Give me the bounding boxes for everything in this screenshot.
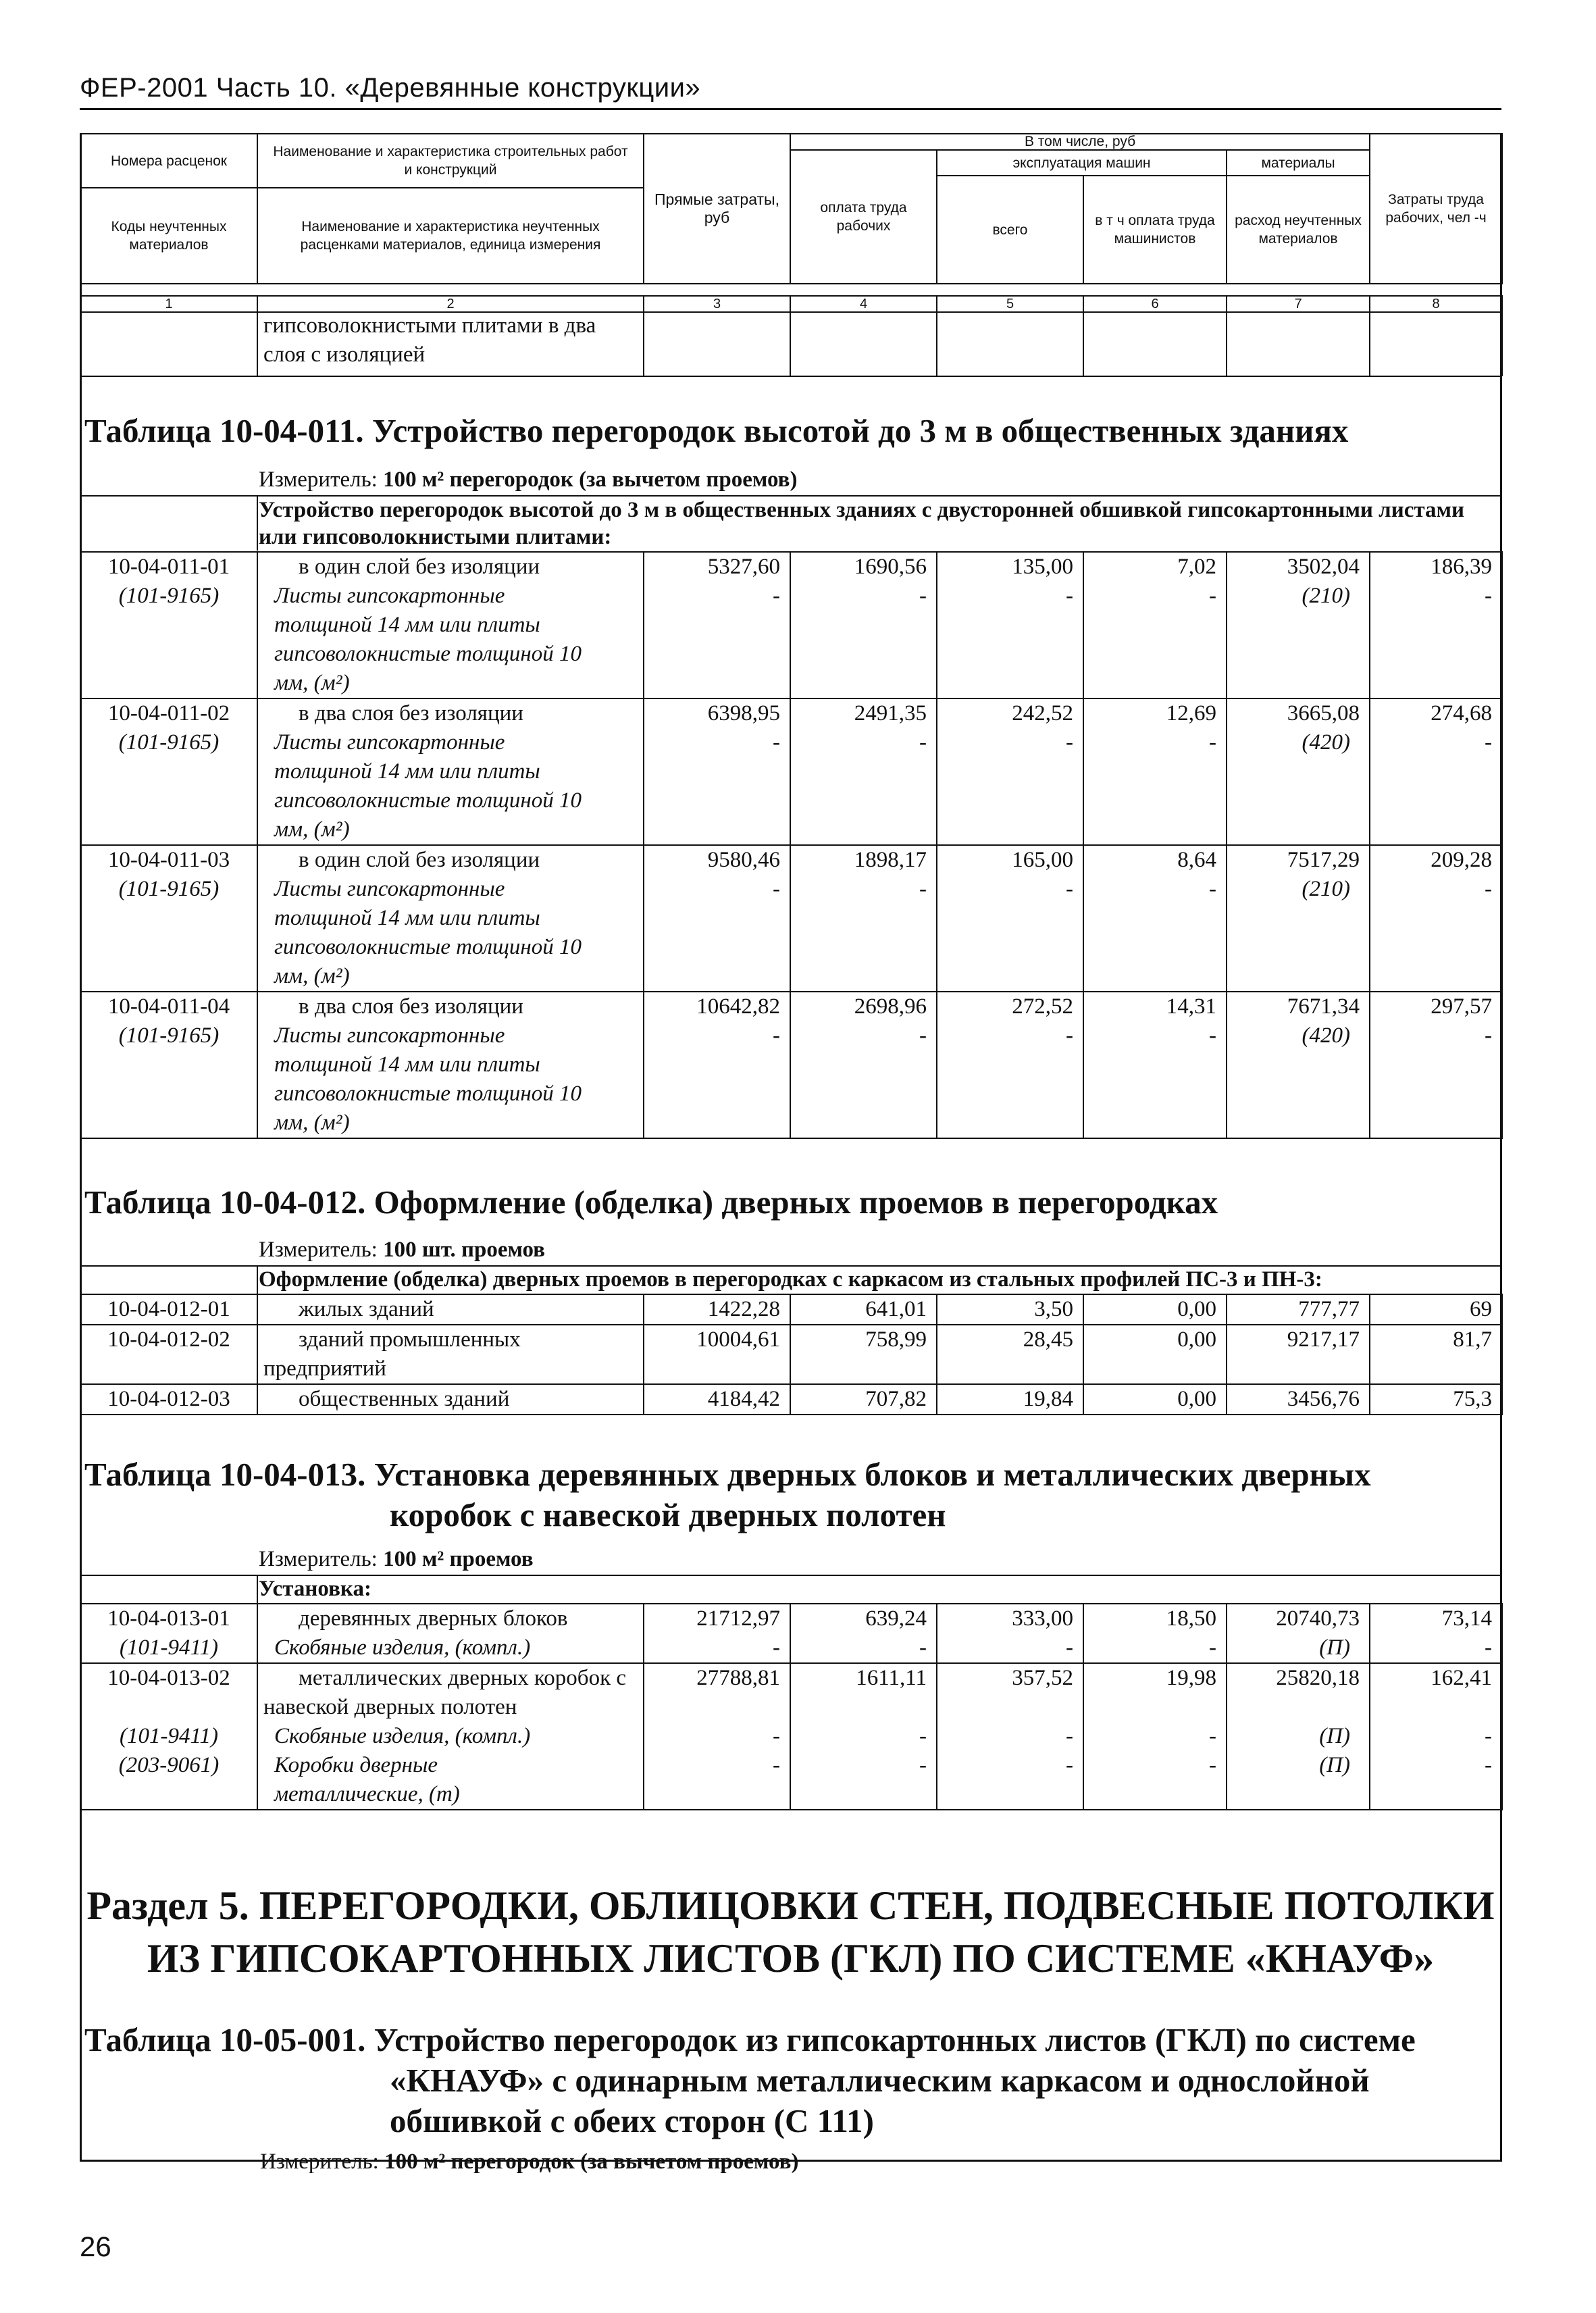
- divider: [80, 376, 1501, 377]
- direct-costs: 27788,81: [644, 1663, 790, 1722]
- material-name: Скобяные изделия, (компл.): [257, 1722, 644, 1751]
- table-051-measure: Измеритель: 100 м² перегородок (за вычетом проемов): [260, 2150, 799, 2174]
- labor-hours: 274,68: [1370, 698, 1502, 728]
- dash: -: [790, 1722, 937, 1751]
- rate-code: 10-04-012-01: [80, 1294, 257, 1325]
- header-work-name: Наименование и характеристика строительных работ и конструкций: [258, 134, 643, 188]
- continuation-text: гипсоволокнистыми плитами в два слоя с изоляцией: [257, 311, 644, 376]
- labor-hours: 186,39: [1370, 552, 1502, 582]
- materials: 20740,73: [1227, 1604, 1370, 1633]
- table-row: [80, 1604, 1502, 1633]
- labor-hours: 75,3: [1370, 1384, 1502, 1415]
- material-code: (101-9165): [80, 582, 257, 698]
- material-quantity: (210): [1227, 582, 1370, 698]
- rate-code: 10-04-013-02: [80, 1663, 257, 1722]
- direct-costs: 4184,42: [644, 1384, 790, 1415]
- material-name: Листы гипсокартонные толщиной 14 мм или плиты гипсоволокнистые толщиной 10 мм, (м²): [257, 728, 644, 845]
- direct-costs: 21712,97: [644, 1604, 790, 1633]
- material-code: (101-9411): [80, 1722, 257, 1751]
- column-number: 3: [644, 296, 790, 312]
- dash: -: [1370, 1722, 1502, 1751]
- dash: -: [1083, 1722, 1227, 1751]
- dash: -: [1370, 875, 1502, 992]
- table-row: [80, 1722, 1502, 1751]
- table-row: [80, 845, 1502, 875]
- machinist-pay: 18,50: [1083, 1604, 1227, 1633]
- materials: 3502,04: [1227, 552, 1370, 582]
- header-direct-costs: Прямые затраты, руб: [644, 134, 790, 284]
- header-materials: материалы: [1227, 150, 1370, 176]
- column-number: 2: [257, 296, 644, 312]
- header-labor-pay: оплата труда рабочих: [790, 150, 937, 284]
- column-numbers: [80, 295, 1503, 313]
- column-header: [80, 133, 1503, 284]
- header-rule: [80, 108, 1501, 110]
- dash: -: [937, 1722, 1083, 1751]
- dash: -: [1083, 728, 1227, 845]
- dash: -: [1370, 728, 1502, 845]
- direct-costs: 1422,28: [644, 1294, 790, 1325]
- rate-code: 10-04-011-03: [80, 845, 257, 875]
- dash: -: [644, 1633, 790, 1663]
- table-011-body: [80, 551, 1503, 1139]
- section-5-title: Раздел 5. ПЕРЕГОРОДКИ, ОБЛИЦОВКИ СТЕН, ПОДВЕСНЫЕ ПОТОЛКИ ИЗ ГИПСОКАРТОННЫХ ЛИСТОВ (ГКЛ) ПО СИСТЕМЕ «КНАУФ»: [86, 1883, 1495, 1981]
- table-row: [80, 1751, 1502, 1810]
- work-name: в два слоя без изоляции: [257, 698, 644, 728]
- direct-costs: 5327,60: [644, 552, 790, 582]
- dash: -: [1083, 1021, 1227, 1138]
- header-material-name: Наименование и характеристика неучтенных расценками материалов, единица измерения: [300, 219, 601, 253]
- dash: -: [790, 1751, 937, 1810]
- material-code: (101-9411): [80, 1633, 257, 1663]
- material-quantity: (210): [1227, 875, 1370, 992]
- labor-pay: 1611,11: [790, 1663, 937, 1722]
- dash: -: [644, 875, 790, 992]
- table-011-title: Таблица 10-04-011. Устройство перегородок высотой до 3 м в общественных зданиях: [84, 412, 1349, 449]
- direct-costs: 10004,61: [644, 1325, 790, 1384]
- machines-total: 19,84: [937, 1384, 1083, 1415]
- table-row: [80, 1021, 1502, 1138]
- table-011-measure: Измеритель: 100 м² перегородок (за вычетом проемов): [259, 467, 798, 492]
- material-name: Коробки дверные металлические, (т): [257, 1751, 644, 1810]
- labor-hours: 209,28: [1370, 845, 1502, 875]
- labor-pay: 639,24: [790, 1604, 937, 1633]
- table-row: [80, 1325, 1502, 1384]
- material-quantity: (420): [1227, 728, 1370, 845]
- header-machines: эксплуатация машин: [937, 150, 1227, 176]
- machinist-pay: 19,98: [1083, 1663, 1227, 1722]
- table-row: [80, 698, 1502, 728]
- material-name: Листы гипсокартонные толщиной 14 мм или плиты гипсоволокнистые толщиной 10 мм, (м²): [257, 875, 644, 992]
- rate-code: 10-04-012-03: [80, 1384, 257, 1415]
- work-name: жилых зданий: [257, 1294, 644, 1325]
- material-code: (101-9165): [80, 875, 257, 992]
- material-name: Листы гипсокартонные толщиной 14 мм или плиты гипсоволокнистые толщиной 10 мм, (м²): [257, 582, 644, 698]
- table-011-group: Устройство перегородок высотой до 3 м в общественных зданиях с двусторонней обшивкой гипсокартонными листами или гипсоволокнистыми плитами:: [259, 498, 1464, 549]
- divider: [257, 1575, 258, 1603]
- dash: -: [937, 875, 1083, 992]
- dash: -: [790, 728, 937, 845]
- material-quantity: (420): [1227, 1021, 1370, 1138]
- materials: 3456,76: [1227, 1384, 1370, 1415]
- direct-costs: 6398,95: [644, 698, 790, 728]
- dash: -: [790, 875, 937, 992]
- machines-total: 333,00: [937, 1604, 1083, 1633]
- work-name: в два слоя без изоляции: [257, 992, 644, 1021]
- table-013-title: Таблица 10-04-013. Установка деревянных дверных блоков и металлических дверных коробок с навеской дверных полотен: [84, 1456, 1371, 1533]
- materials: 25820,18: [1227, 1663, 1370, 1722]
- labor-hours: 73,14: [1370, 1604, 1502, 1633]
- direct-costs: 10642,82: [644, 992, 790, 1021]
- material-code: (101-9165): [80, 728, 257, 845]
- work-name: общественных зданий: [257, 1384, 644, 1415]
- dash: -: [644, 1751, 790, 1810]
- labor-pay: 1898,17: [790, 845, 937, 875]
- machines-total: 242,52: [937, 698, 1083, 728]
- table-row: [80, 1663, 1502, 1722]
- rate-code: 10-04-011-02: [80, 698, 257, 728]
- header-labor-cost: Затраты труда рабочих, чел -ч: [1370, 134, 1502, 284]
- machinist-pay: 0,00: [1083, 1384, 1227, 1415]
- dash: -: [1083, 1633, 1227, 1663]
- header-rate-numbers: Номера расценок: [81, 134, 257, 188]
- direct-costs: 9580,46: [644, 845, 790, 875]
- rate-code: 10-04-013-01: [80, 1604, 257, 1633]
- table-row: [80, 1384, 1502, 1415]
- table-row: [80, 728, 1502, 845]
- column-number: 8: [1370, 296, 1502, 312]
- header-material-codes: Коды неучтенных материалов: [111, 219, 227, 253]
- header-total: всего: [937, 176, 1083, 284]
- labor-hours: 81,7: [1370, 1325, 1502, 1384]
- dash: -: [1370, 1751, 1502, 1810]
- header-machinist-pay: в т ч оплата труда машинистов: [1083, 176, 1227, 284]
- rate-code: 10-04-011-01: [80, 552, 257, 582]
- machines-total: 165,00: [937, 845, 1083, 875]
- dash: -: [790, 1021, 937, 1138]
- material-quantity: (П): [1227, 1633, 1370, 1663]
- column-number: 4: [790, 296, 937, 312]
- work-name: деревянных дверных блоков: [257, 1604, 644, 1633]
- table-012-group: Оформление (обделка) дверных проемов в перегородках с каркасом из стальных профилей ПС-3 и ПН-3:: [259, 1267, 1322, 1292]
- material-quantity: (П): [1227, 1722, 1370, 1751]
- machines-total: 28,45: [937, 1325, 1083, 1384]
- table-013-body: [80, 1603, 1503, 1810]
- dash: -: [644, 1722, 790, 1751]
- table-row: [80, 875, 1502, 992]
- machinist-pay: 0,00: [1083, 1294, 1227, 1325]
- material-name: Листы гипсокартонные толщиной 14 мм или плиты гипсоволокнистые толщиной 10 мм, (м²): [257, 1021, 644, 1138]
- continuation-row: [80, 311, 1503, 376]
- dash: -: [790, 1633, 937, 1663]
- table-row: [80, 992, 1502, 1021]
- labor-pay: 707,82: [790, 1384, 937, 1415]
- dash: -: [1083, 875, 1227, 992]
- labor-pay: 641,01: [790, 1294, 937, 1325]
- table-012-title: Таблица 10-04-012. Оформление (обделка) дверных проемов в перегородках: [84, 1184, 1218, 1221]
- page-number: 26: [80, 2231, 111, 2262]
- machines-total: 135,00: [937, 552, 1083, 582]
- rate-code: 10-04-011-04: [80, 992, 257, 1021]
- work-name: в один слой без изоляции: [257, 552, 644, 582]
- dash: -: [1083, 1751, 1227, 1810]
- table-012-measure: Измеритель: 100 шт. проемов: [259, 1238, 546, 1262]
- page-title: ФЕР-2001 Часть 10. «Деревянные конструкции»: [80, 73, 701, 103]
- header-unaccounted-materials: расход неучтенных материалов: [1227, 176, 1370, 284]
- table-013-measure: Измеритель: 100 м² проемов: [259, 1547, 534, 1571]
- machinist-pay: 7,02: [1083, 552, 1227, 582]
- machines-total: 357,52: [937, 1663, 1083, 1722]
- labor-hours: 297,57: [1370, 992, 1502, 1021]
- dash: -: [790, 582, 937, 698]
- header-including: В том числе, руб: [790, 134, 1370, 150]
- dash: -: [937, 582, 1083, 698]
- rate-code: 10-04-012-02: [80, 1325, 257, 1384]
- machinist-pay: 0,00: [1083, 1325, 1227, 1384]
- materials: 9217,17: [1227, 1325, 1370, 1384]
- material-quantity: (П): [1227, 1751, 1370, 1810]
- table-013-group: Установка:: [259, 1577, 371, 1601]
- work-name: металлических дверных коробок с навеской дверных полотен: [257, 1663, 644, 1722]
- table-012-body: [80, 1294, 1503, 1415]
- machines-total: 3,50: [937, 1294, 1083, 1325]
- table-row: [80, 582, 1502, 698]
- labor-pay: 2491,35: [790, 698, 937, 728]
- labor-pay: 2698,96: [790, 992, 937, 1021]
- work-name: в один слой без изоляции: [257, 845, 644, 875]
- column-number: 6: [1083, 296, 1227, 312]
- labor-hours: 162,41: [1370, 1663, 1502, 1722]
- dash: -: [937, 1633, 1083, 1663]
- work-name: зданий промышленных предприятий: [257, 1325, 644, 1384]
- dash: -: [1370, 582, 1502, 698]
- materials: 7671,34: [1227, 992, 1370, 1021]
- materials: 777,77: [1227, 1294, 1370, 1325]
- material-code: (203-9061): [80, 1751, 257, 1810]
- dash: -: [1370, 1633, 1502, 1663]
- materials: 7517,29: [1227, 845, 1370, 875]
- dash: -: [1370, 1021, 1502, 1138]
- dash: -: [937, 728, 1083, 845]
- labor-pay: 758,99: [790, 1325, 937, 1384]
- divider: [257, 495, 258, 551]
- dash: -: [644, 1021, 790, 1138]
- column-number: 1: [80, 296, 257, 312]
- labor-hours: 69: [1370, 1294, 1502, 1325]
- divider: [257, 1265, 258, 1294]
- table-row: [80, 1294, 1502, 1325]
- machinist-pay: 14,31: [1083, 992, 1227, 1021]
- material-code: (101-9165): [80, 1021, 257, 1138]
- column-number: 7: [1227, 296, 1370, 312]
- machines-total: 272,52: [937, 992, 1083, 1021]
- dash: -: [937, 1021, 1083, 1138]
- column-number: 5: [937, 296, 1083, 312]
- dash: -: [644, 582, 790, 698]
- dash: -: [644, 728, 790, 845]
- table-row: [80, 552, 1502, 582]
- labor-pay: 1690,56: [790, 552, 937, 582]
- materials: 3665,08: [1227, 698, 1370, 728]
- table-row: [80, 1633, 1502, 1663]
- dash: -: [937, 1751, 1083, 1810]
- dash: -: [1083, 582, 1227, 698]
- machinist-pay: 8,64: [1083, 845, 1227, 875]
- machinist-pay: 12,69: [1083, 698, 1227, 728]
- material-name: Скобяные изделия, (компл.): [257, 1633, 644, 1663]
- table-051-title: Таблица 10-05-001. Устройство перегородок из гипсокартонных листов (ГКЛ) по системе «КНАУФ» с одинарным металлическим каркасом и однослойной обшивкой с обеих сторон (С 111): [84, 2021, 1416, 2139]
